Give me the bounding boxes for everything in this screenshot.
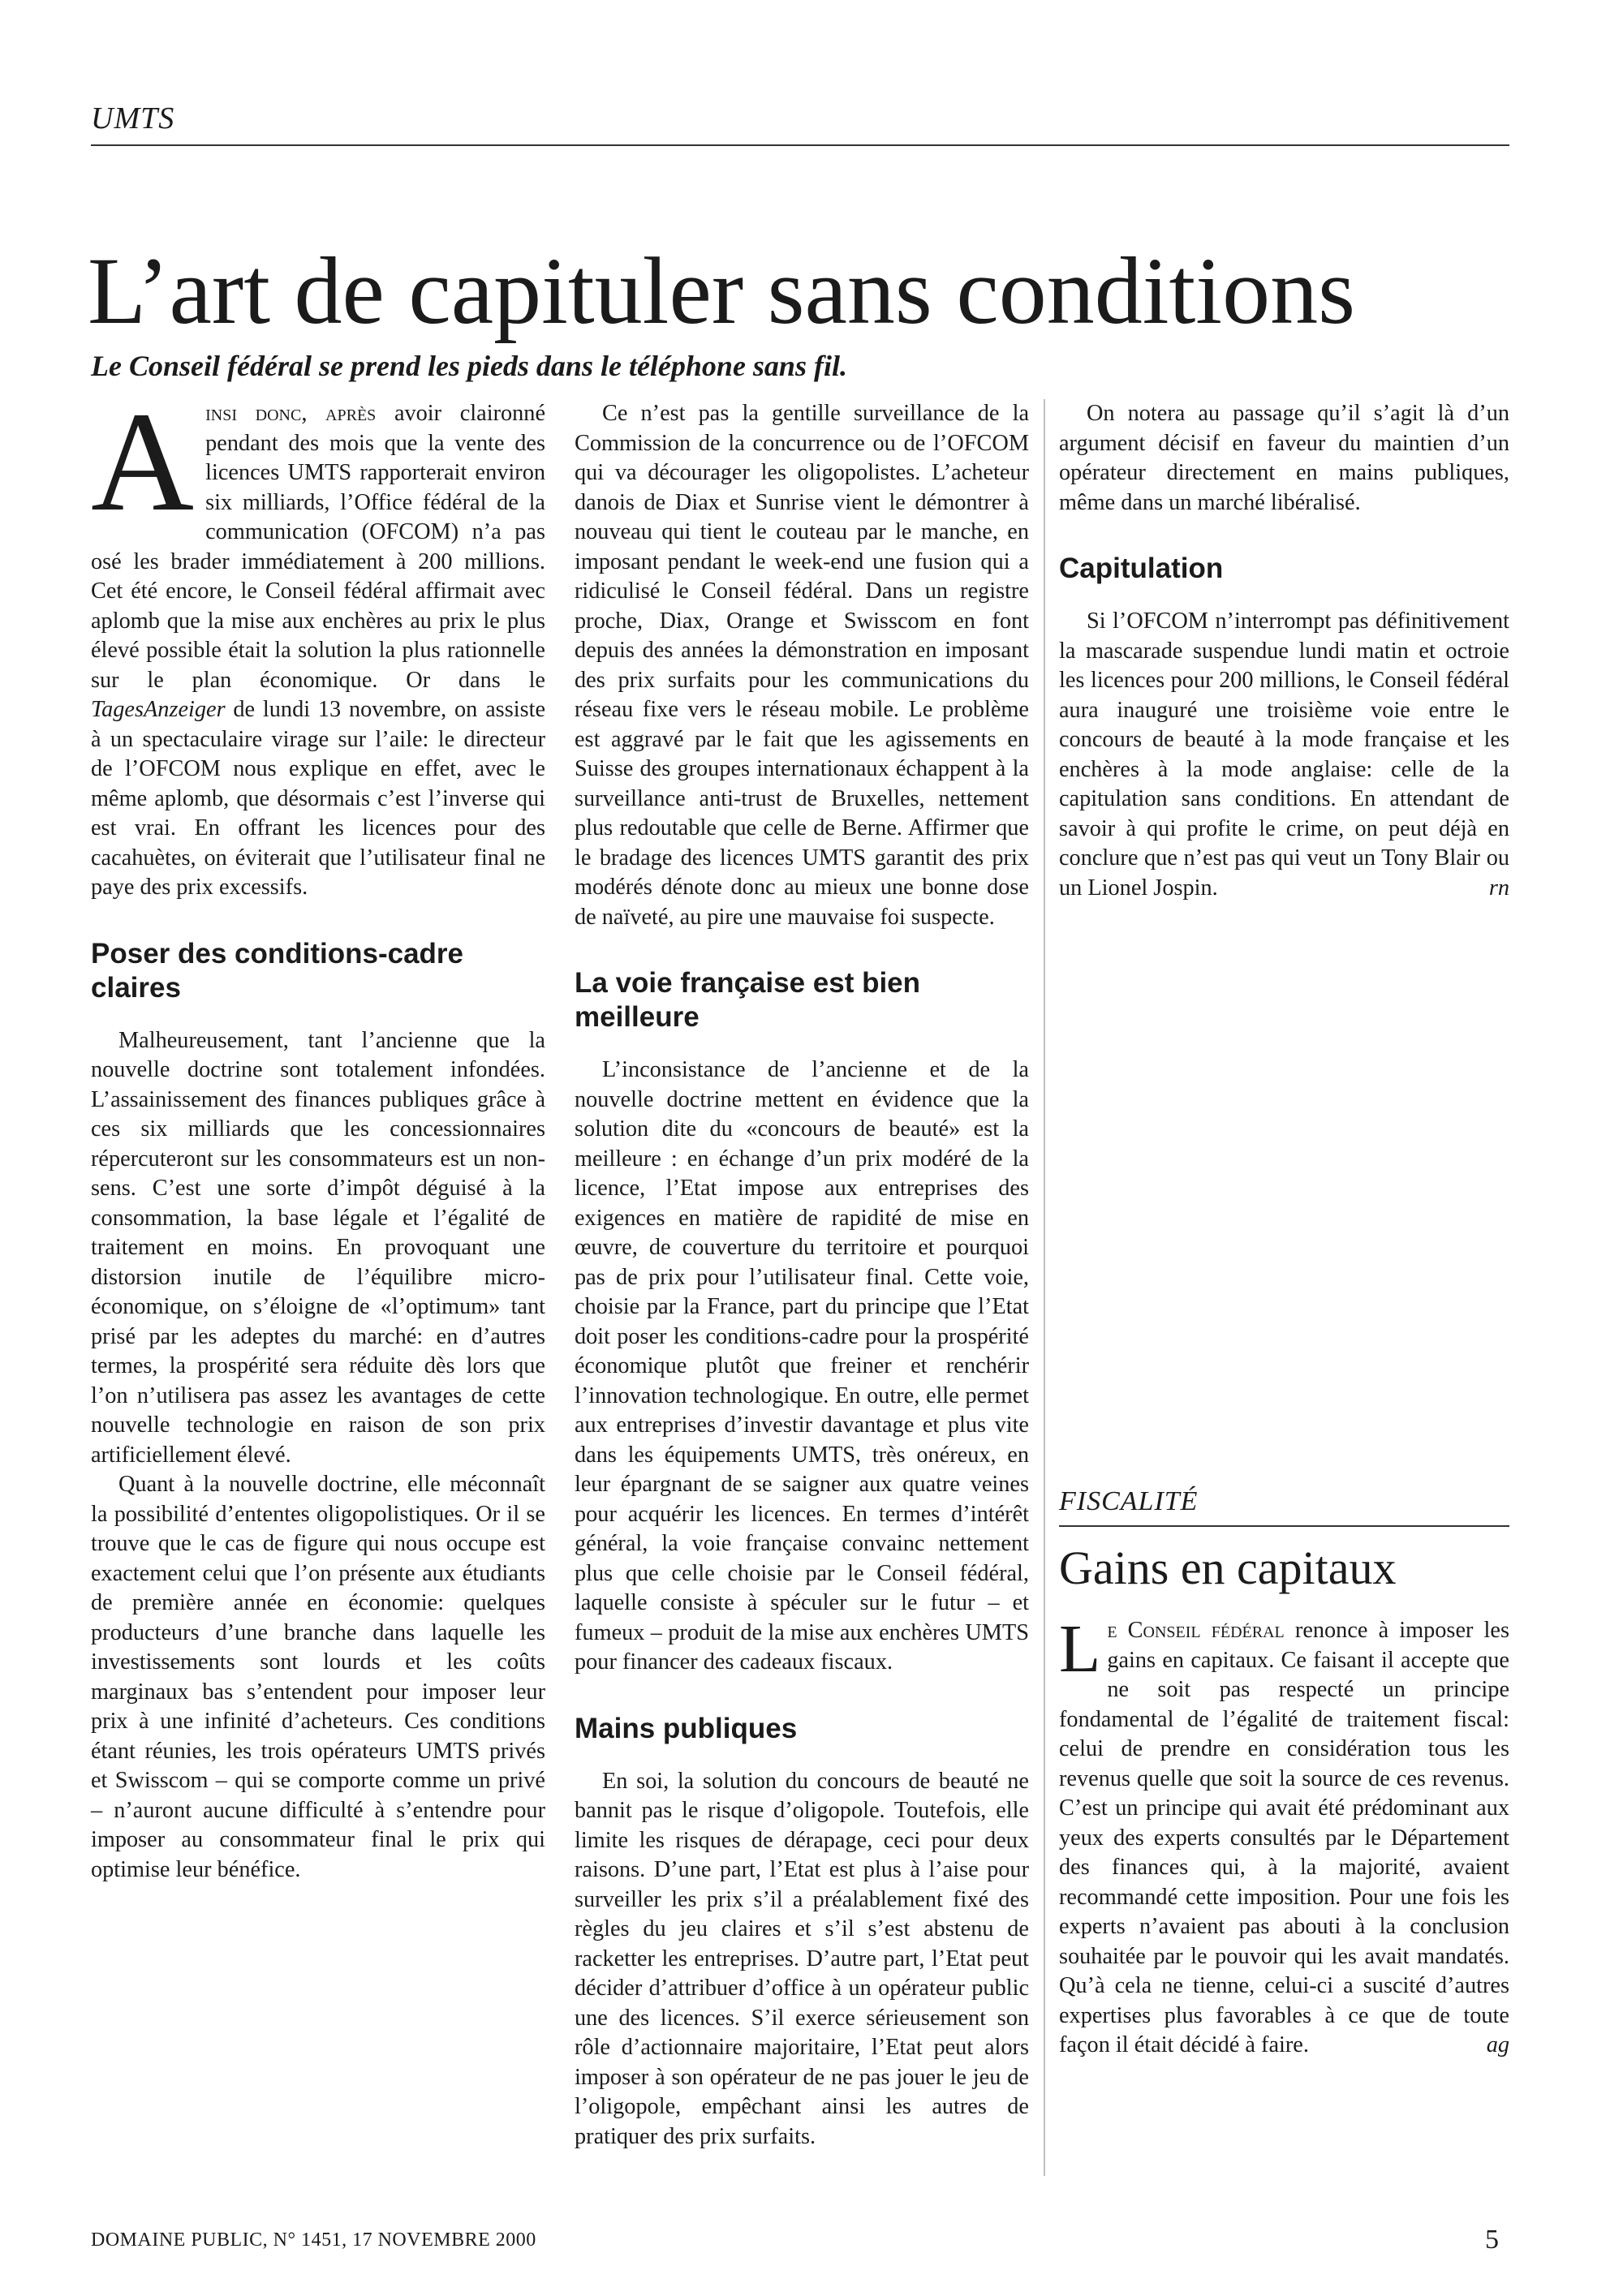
article-column-1 — [91, 383, 546, 1885]
page-number: 5 — [1485, 2225, 1499, 2255]
subheading-capitulation: Capitulation — [1059, 553, 1224, 584]
paragraph: Si l’OFCOM n’interrompt pas définitivement la mascarade suspendue lundi matin et octroie les licences pour 200 millions, le Conseil fédéral aura inauguré une troisième voie entre le concours de beauté à la mode française et les enchères à la mode anglaise: celle de la capitulation sans conditions. En attendant de savoir à qui profite le crime, on peut déjà en conclure que n’est pas qui veut un Tony Blair ou un Lionel Jospin. rn — [1059, 607, 1509, 903]
lead-small-caps: insi donc, après — [205, 401, 377, 426]
column-divider — [1044, 399, 1045, 2176]
header-rule — [91, 144, 1509, 146]
section-rubric: UMTS — [91, 101, 175, 135]
lead-text-end: de lundi 13 novembre, on assiste à un spectaculaire virage sur l’aile: le directeur de l’OFCOM nous explique en effet, avec le même aplomb, que désormais c’est l’inverse qui est vrai. En offrant les licences pour des cacahuètes, on éviterait que l’utilisateur final ne paye des prix excessifs. — [91, 697, 545, 900]
article-column-3 — [1059, 399, 1509, 903]
sidebar-rule — [1059, 1525, 1509, 1527]
drop-cap: A — [91, 383, 195, 541]
sidebar-article — [1059, 1486, 1509, 2061]
sidebar-small-caps: e Conseil fédéral — [1107, 1618, 1285, 1643]
subheading-conditions-cadre: Poser des conditions-cadre claires — [91, 937, 464, 1004]
sidebar-paragraph: Le Conseil fédéral renonce à imposer les gains en capitaux. Ce faisant il accepte que ne soit pas respecté un principe fondamental de l’égalité de traitement fiscal: celui de prendre en considération tous les revenus quelle que soit la source de ces revenus. C’est un principe qui avait été prédominant aux yeux des experts consultés par le Département des finances qui, à la majorité, avaient recommandé cette imposition. Pour une fois les experts n’avaient pas abouti à la conclusion souhaitée par le pouvoir qui les avait mandatés. Qu’à cela ne tienne, celui-ci a suscité d’autres expertises plus favorables à ce que de toute façon il était décidé à faire. ag — [1059, 1616, 1509, 2061]
paragraph: L’inconsistance de l’ancienne et de la nouvelle doctrine mettent en évidence que la solution dite du «concours de beauté» est la meilleure : en échange d’un prix modéré de la licence, l’Etat impose aux entreprises des exigences en matière de rapidité de mise en œuvre, de couverture du territoire et pourquoi pas de prix pour l’utilisateur final. Cette voie, choisie par la France, part du principe que l’Etat doit poser les conditions-cadre pour la prospérité économique plutôt que freiner et renchérir l’innovation technologique. En outre, elle permet aux entreprises d’investir davantage et plus vite dans les équipements UMTS, très onéreux, en leur épargnant de se saigner aux quatre veines pour acquérir les licences. En termes d’intérêt général, la voie française convainc nettement plus que celle choisie par le Conseil fédéral, laquelle consiste à spéculer sur le futur – et fumeux – produit de la mise aux enchères UMTS pour financer des cadeaux fiscaux. — [575, 1057, 1029, 1675]
article-headline: L’art de capituler sans conditions — [88, 238, 1356, 345]
footer-publication: DOMAINE PUBLIC, N° 1451, 17 NOVEMBRE 2000 — [91, 2229, 536, 2251]
article-deck: Le Conseil fédéral se prend les pieds dans le téléphone sans fil. — [91, 350, 847, 382]
paragraph: Malheureusement, tant l’ancienne que la nouvelle doctrine sont totalement infondées. L’assainissement des finances publiques grâce à ces six milliards que les concessionnaires répercuteront sur les consommateurs est un non-sens. C’est une sorte d’impôt déguisé à la consommation, la base légale et l’égalité de traitement en moins. En provoquant une distorsion inutile de l’équilibre micro-économique, on s’éloigne de «l’optimum» tant prisé par les adeptes du marché: en d’autres termes, la prospérité sera réduite dès lors que l’on n’utilisera pas assez les avantages de cette nouvelle technologie en raison de son prix artificiellement élevé. — [91, 1027, 545, 1468]
newspaper-name: TagesAnzeiger — [91, 697, 226, 722]
sidebar-drop-cap: L — [1059, 1611, 1101, 1687]
lead-paragraph — [91, 383, 546, 903]
lead-text: avoir claironné pendant des mois que la vente des licences UMTS rapporterait environ six milliards, l’Office fédéral de la communication (OFCOM) n’a pas osé les brader immédiatement à 200 millions. Cet été encore, le Conseil fédéral affirmait avec aplomb que la mise aux enchères au prix le plus élevé possible était la solution la plus rationnelle sur le plan économique. Or dans le — [91, 401, 546, 693]
paragraph: En soi, la solution du concours de beauté ne bannit pas le risque d’oligopole. Toutefois, elle limite les risques de dérapage, ceci pour deux raisons. D’une part, l’Etat est plus à l’aise pour surveiller les prix s’il a préalablement fixé des règles du jeu claires et s’il s’est abstenu de racketter les entreprises. D’autre part, l’Etat peut décider d’attribuer d’office à un opérateur public une des licences. S’il exerce sérieusement son rôle d’actionnaire majoritaire, l’Etat peut alors imposer à son opérateur de ne pas jouer le jeu de l’oligopole, empêchant ainsi les autres de pratiquer des prix surfaits. — [575, 1768, 1029, 2149]
subheading-mains-publiques: Mains publiques — [575, 1712, 798, 1744]
paragraph: Quant à la nouvelle doctrine, elle méconnaît la possibilité d’ententes oligopolistiques. Or il se trouve que le cas de figure qui nous occupe est exactement celui que l’on présente aux étudiants de première année en économie: quelques producteurs d’une branche dans laquelle les investissements sont lourds et les coûts marginaux bas s’entendent pour imposer leur prix à une infinité d’acheteurs. Ces conditions étant réunies, les trois opérateurs UMTS privés et Swisscom – qui se comporte comme un privé – n’auront aucune difficulté à s’entendre pour imposer au consommateur final le prix qui optimise leur bénéfice. — [91, 1472, 545, 1882]
paragraph: On notera au passage qu’il s’agit là d’un argument décisif en faveur du maintien d’un opérateur directement en mains publiques, même dans un marché libéralisé. — [1059, 401, 1509, 515]
sidebar-title: Gains en capitaux — [1059, 1541, 1397, 1594]
article-column-2 — [575, 399, 1029, 2152]
author-signature: rn — [1488, 875, 1509, 901]
sidebar-body — [1059, 1611, 1509, 2061]
paragraph: Ce n’est pas la gentille surveillance de la Commission de la concurrence ou de l’OFCOM qui va décourager les oligopolistes. L’acheteur danois de Diax et Sunrise vient le démontrer à nouveau qui tient le couteau par le manche, en imposant pendant le week-end une fusion qui a ridiculisé le Conseil fédéral. Dans un registre proche, Diax, Orange et Swisscom en font depuis des années la démonstration en imposant des prix surfaits pour les communications du réseau fixe vers le réseau mobile. Le problème est aggravé par le fait que les agissements en Suisse des groupes internationaux échappent à la surveillance anti-trust de Bruxelles, nettement plus redoutable que celle de Berne. Affirmer que le bradage des licences UMTS garantit des prix modérés dénote donc au mieux une bonne dose de naïveté, au pire une mauvaise foi suspecte. — [575, 401, 1029, 930]
subheading-voie-francaise: La voie française est bien meilleure — [575, 967, 921, 1033]
sidebar-rubric: FISCALITÉ — [1059, 1486, 1199, 1516]
sidebar-signature: ag — [1486, 2032, 1509, 2057]
